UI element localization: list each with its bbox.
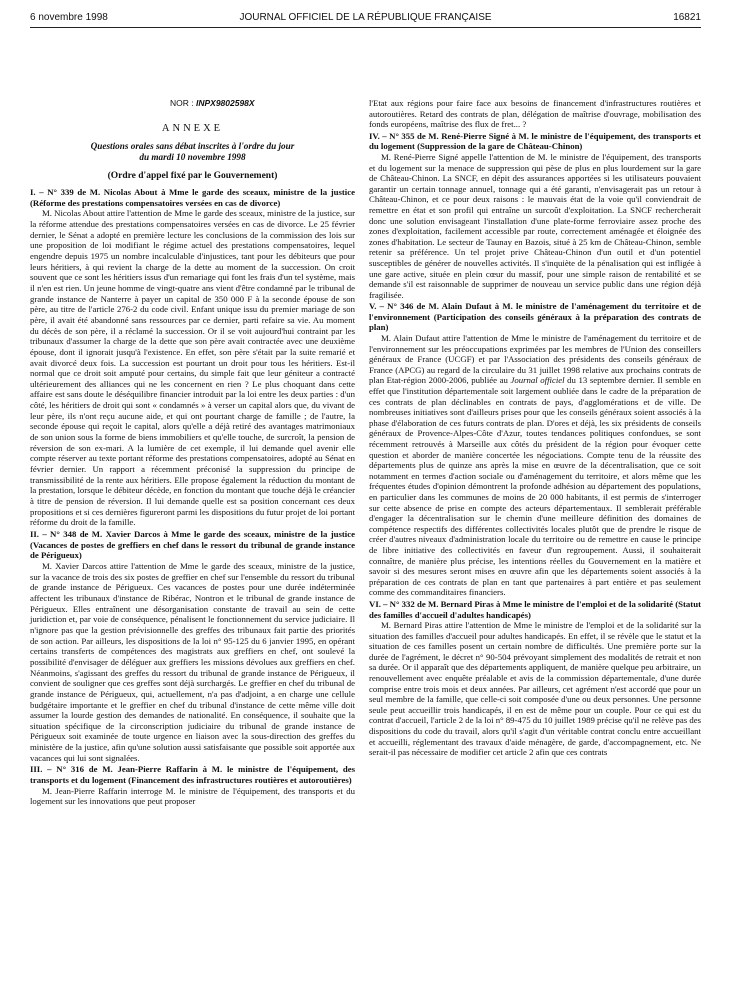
subtitle-line-2: du mardi 10 novembre 1998: [139, 152, 246, 162]
order-title: (Ordre d'appel fixé par le Gouvernement): [107, 171, 278, 181]
question-5-body-start: M. Alain Dufaut attire l'attention de Mme le ministre de l'aménagement du territoire et de l'environnement sur les préoccupations exprimées par les membres de l'Union des conseillers généraux de France (UCGF) et par l'Association des présidents des conseils généraux de France (APCG) au regard de la circulaire du 31 juillet 1998 relative aux prochains contrats de plan Etat-région 2000-2006, publiée au: [369, 333, 701, 386]
question-6-body: M. Bernard Piras attire l'attention de Mme le ministre de l'emploi et de la solidarité sur la situation des familles d'accueil pour adultes handicapés. En effet, il se révèle que le statut et la situation de ces familles posent un certain nombre de difficultés. Une première porte sur la durée de l'agrément, le décret n° 90-504 prévoyant simplement des modalités de retrait et non sa durée. Or il apparaît que des départements appliquent, de manière quelque peu arbitraire, un renouvellement avec enquête préalable et avis de la commission départementale, d'une durée comprise entre trois mois et deux années. Par ailleurs, cet agrément n'est accordé que pour un seul membre de la famille, que celle-ci soit composée d'une ou deux personnes. Une personne seule peut accueillir trois handicapés, il en est de même pour un couple. Pour ce qui est du contrat d'accueil, l'article 2 de la loi n° 89-475 du 10 juillet 1989 précise qu'il ne relève pas des dispositions du code du travail, alors qu'il s'agit d'un véritable contrat conclu entre accueillant et accueilli, réglementant des travaux d'aide ménagère, de garde, d'accompagnement, etc. Ne serait-il pas nécessaire de modifier cet article 2 afin que ces contrats: [369, 620, 701, 758]
question-5-body: [369, 333, 701, 598]
nor-code: INPX9802598X: [195, 98, 255, 108]
left-column: [30, 186, 355, 807]
running-header: [30, 12, 701, 26]
right-column: [369, 98, 701, 758]
header-journal-title: JOURNAL OFFICIEL DE LA RÉPUBLIQUE FRANÇAISE: [239, 12, 492, 23]
question-4-heading: IV. – N° 355 de M. René-Pierre Signé à M. le ministre de l'équipement, des transports et du logement (Suppression de la gare de Château-Chinon): [369, 130, 701, 152]
question-1-heading: I. – N° 339 de M. Nicolas About à Mme le garde des sceaux, ministre de la justice (Réforme des prestations compensatoires versées en cas de divorce): [30, 187, 355, 208]
question-5-body-end: du 13 septembre dernier. Il semble en effet que l'institution départementale soit largement oubliée dans le cadre de la préparation de ces contrats de plan déclinables en contrats de pays, d'agglomérations et de ville. De nombreuses initiatives sont d'ailleurs prises pour que les conseils généraux soient associés à la phase d'élaboration de ces futurs contrats de plan. D'ores et déjà, les six présidents de conseils généraux de Provence-Alpes-Côte d'Azur, toutes tendances politiques confondues, se sont récemment retrouvés à Marseille aux côtés du président de la région pour évoquer cette question et aborder de manière concertée les négociations. Compte tenu de la réussite des départements plus de quinze ans après la mise en œuvre de la décentralisation, que ce soit notamment en termes d'action sociale ou d'aménagement du territoire, et alors même que les fréquentes études d'opinion démontrent la profonde adhésion au département des populations, en particulier dans les communes de moins de 20 000 habitants, il est permis de s'interroger sur cette absence de prise en compte des acteurs départementaux. Il semblerait préférable d'engager la décentralisation sur le chemin d'une meilleure définition des domaines de compétence respectifs des différentes collectivités locales plutôt que de prendre le risque de créer d'autres niveaux d'administration locale du territoire ou de remettre en cause le principe de libre initiative des collectivités en faveur d'un regroupement. Aussi, il souhaiterait connaître, de manière plus précise, les intentions réelles du Gouvernement en la matière et savoir si des mesures seront mises en œuvre afin que les départements soient associés à la préparation de ces contrats de plan en tant que partenaires à part entière et pas seulement comme des commanditaires financiers.: [369, 375, 701, 598]
question-3-body-end: l'Etat aux régions pour faire face aux besoins de financement d'infrastructures routières et autoroutières. Retard des contrats de plan, délégation de maîtrise d'ouvrage, mobilisation des fonds européens, maîtrise des flux de fret... ?: [369, 98, 701, 130]
subtitle-line-1: Questions orales sans débat inscrites à l'ordre du jour: [90, 141, 295, 151]
header-date: 6 novembre 1998: [30, 12, 108, 23]
question-3-heading: III. – N° 316 de M. Jean-Pierre Raffarin à M. le ministre de l'équipement, des transports et du logement (Financement des infrastructures routières et autoroutières): [30, 764, 355, 786]
question-5-heading: V. – N° 346 de M. Alain Dufaut à M. le ministre de l'aménagement du territoire et de l'environnement (Participation des conseils généraux à la préparation des contrats de plan): [369, 301, 701, 333]
question-2-heading: II. – N° 348 de M. Xavier Darcos à Mme le garde des sceaux, ministre de la justice (Vacances de postes de greffiers en chef dans le ressort du tribunal de grande instance de Périgueux): [30, 529, 355, 561]
agenda-subtitle: [30, 141, 355, 163]
nor-label: NOR :: [170, 98, 196, 108]
question-5-journal-reference: Journal officiel: [510, 375, 565, 386]
header-page-number: 16821: [673, 12, 701, 23]
question-2-body: M. Xavier Darcos attire l'attention de Mme le garde des sceaux, ministre de la justice, sur la vacance de trois des six postes de greffier en chef sur l'ensemble du ressort du tribunal de grande instance de Périgueux. Ces vacances de postes pour une durée indéterminée affectent les tribunaux d'instance de Ribérac, Nontron et le tribunal de grande instance de Périgueux. Elles entraînent une désorganisation constante de travail au sein de cette juridiction et, par voie de conséquence, pénalisent le fonctionnement du service judiciaire. Il n'ignore pas que la gestion prévisionnelle des greffes des tribunaux fait partie des priorités de son action. Par ailleurs, les dispositions de la loi n° 95-125 du 6 janvier 1995, en opérant certains transferts de compétences des magistrats aux greffiers en chef, ont soulevé la possibilité d'envisager de déléguer aux greffiers les missions dévolues aux greffiers en chef. Néanmoins, s'agissant des greffes du ressort du tribunal de grande instance de Périgueux, il convient de souligner que ces greffes sont déjà surchargés. Le greffier en chef du tribunal de grande instance de Périgueux, qui, actuellement, n'a pas d'adjoint, a en charge une cellule budgétaire importante et le greffier en chef du tribunal d'instance de cette même ville doit assumer la lourde gestion des demandes de nationalité. En conséquence, il souhaite que la situation spécifique de la circonscription judiciaire du tribunal de grande instance de Périgueux soit examinée de toute urgence en liaison avec la sous-direction des greffes du ministère de la justice, afin qu'une solution aussi satisfaisante que possible soit apportée aux vacances qui lui sont signalées.: [30, 560, 355, 763]
question-1-body: M. Nicolas About attire l'attention de Mme le garde des sceaux, ministre de la justice, sur la réforme attendue des prestations compensatoires versées en cas de divorce. Le 25 février dernier, le Sénat a adopté en première lecture les conclusions de la commission des lois sur une proposition de loi modifiant le régime actuel des prestations compensatoires, lequel engendre depuis 1975 un nombre incalculable d'injustices, tant pour les débiteurs que pour leurs héritiers, à qui revient la charge de la dette au moment de la succession. On croit souvent que ce sont les héritiers issus d'un remariage qui font les frais d'un tel système, mais il n'en est rien. Un jeune homme de vingt-quatre ans vient d'être condamné par le tribunal de grande instance de Nanterre à payer un capital de 350 000 F à la seconde épouse de son père, au titre de l'article 276-2 du code civil. Enfant unique issu du premier mariage de son père, il avait été abandonné sans ressources par ce dernier, parti refaire sa vie. Au moment du décès de son père, il a réclamé la succession. Or il se voit aujourd'hui contraint par les tribunaux d'assumer la charge de la dette que son père avait contractée avec une deuxième épouse, dont il ignorait jusqu'à l'existence. En effet, son père s'était par la suite remarié et avait divorcé deux fois. La succession est pourtant un droit pour tous les héritiers. Est-il normal que ce droit soit amputé pour certains, du simple fait que leur géniteur a contracté ultérieurement des alliances qui ne les concernent en rien ? Le plus choquant dans cette affaire est sans doute le déséquilibre financier introduit par la loi entre les deux parties : d'un côté, les héritiers de droit qui sont « condamnés » à verser un capital alors que, du vivant de leur père, ils n'ont reçu aucune aide, et qui ont pourtant charge de famille ; de l'autre, la seconde épouse qui reçoit le capital, alors qu'elle a déjà retiré des avantages matrimoniaux de son union sous la forme de biens immobiliers et qu'elle touche, de surcroît, la pension de réversion de son ex-mari. A la lumière de cet exemple, il lui demande quel avenir elle compte réserver au texte portant réforme des prestations compensatoires, adopté au Sénat en février dernier. Un rapport a récemment préconisé la suppression du principe de transmissibilité de la rente aux héritiers. Elle propose également la réduction du montant de la prestation, lorsque le débiteur décède, en fonction du montant que touche déjà le créancier à titre de pension de réversion. Il lui demande quelle est sa position concernant ces deux propositions et si ces dernières figureront parmi les dispositions du futur projet de loi portant réforme du droit de la famille.: [30, 208, 355, 528]
annexe-title: ANNEXE: [161, 123, 224, 134]
header-rule: [30, 27, 701, 28]
nor-reference: [170, 98, 255, 108]
question-4-body: M. René-Pierre Signé appelle l'attention de M. le ministre de l'équipement, des transports et du logement sur la menace de suppression qui pèse de plus en plus lourdement sur la gare de Château-Chinon. La SNCF, en dépit des assurances apportées si les utilisateurs pouvaient garantir un certain tonnage annuel, tonnage qui a été garanti, n'envisagerait pas un retour à Château-Chinon, et ce pour deux raisons : le mauvais état de la voie qu'il conviendrait de remettre en état et son profil qui entraîne un surcoût d'exploitation. La SNCF rechercherait donc une solution envisageant l'installation d'une plate-forme ferroviaire assez proche des zones d'exploitation, facilement accessible par route, correctement aménagée et éloignée des zones d'habitation. Le secteur de Taunay en Bazois, situé à 25 km de Château-Chinon, semble retenir sa préférence. Un tel projet prive Château-Chinon d'un outil et d'un potentiel susceptibles de générer de nouvelles activités. Il s'inquiète de la pénalisation qui est infligée à une gare active, située en plein cœur du massif, pour une simple raison de rentabilité et se demande s'il est raisonnable de supprimer de nouveau un service public dans une région déjà fragilisée.: [369, 151, 701, 300]
question-6-heading: VI. – N° 332 de M. Bernard Piras à Mme le ministre de l'emploi et de la solidarité (Statut des familles d'accueil d'adultes handicapés): [369, 598, 701, 620]
question-3-body-start: M. Jean-Pierre Raffarin interroge M. le ministre de l'équipement, des transports et du logement sur les innovations que peut proposer: [30, 785, 355, 807]
